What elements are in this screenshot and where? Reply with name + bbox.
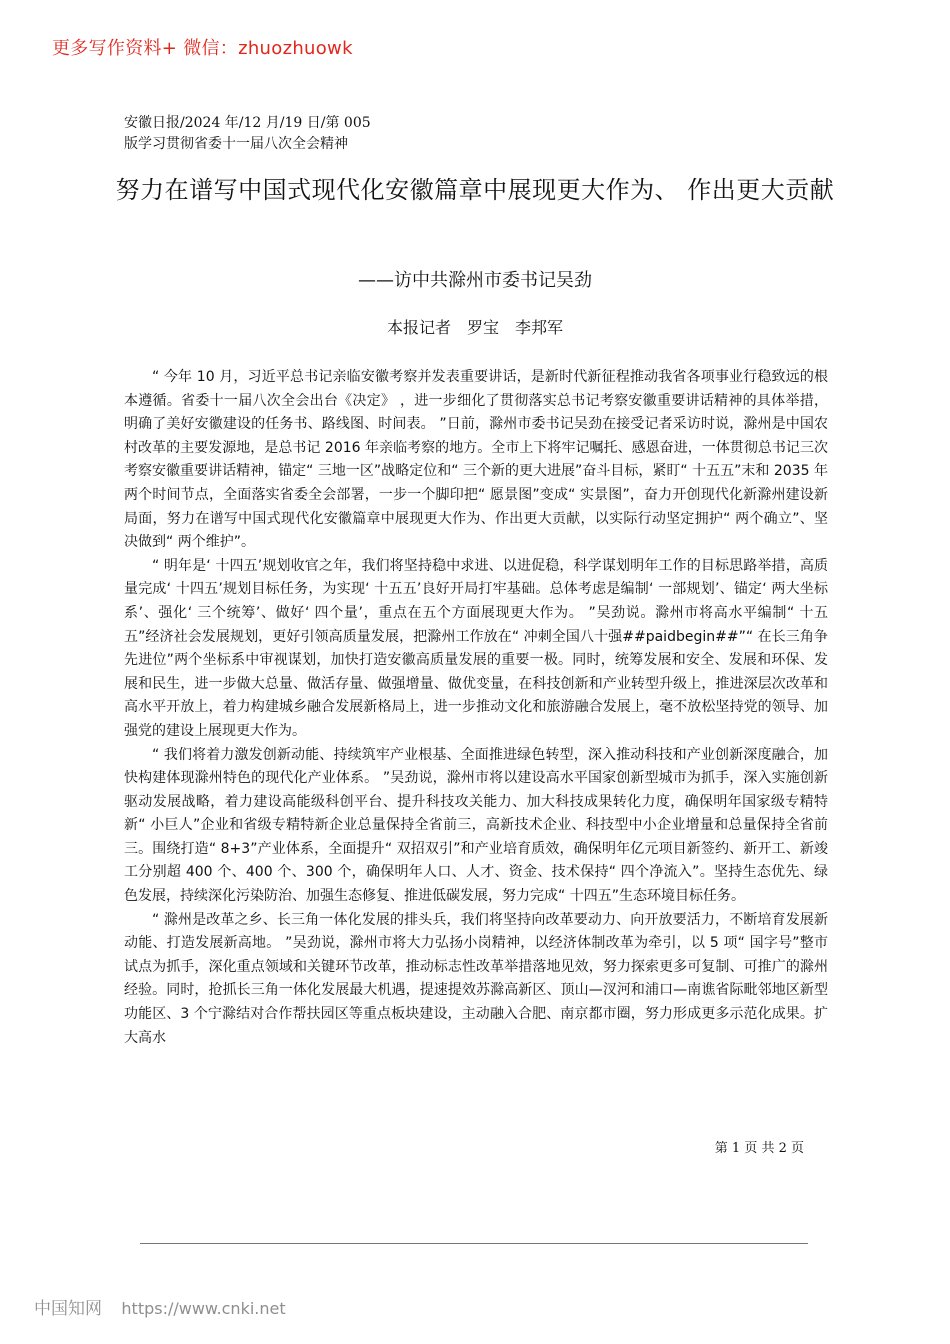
source-info — [124, 113, 824, 155]
page-indicator: 第 1 页 共 2 页 — [714, 1141, 804, 1156]
article-title: 努力在谱写中国式现代化安徽篇章中展现更大作为、 作出更大贡献 — [115, 176, 835, 204]
footer-divider — [140, 1243, 808, 1244]
article-body — [124, 366, 828, 1050]
source-line-1: 安徽日报/2024 年/12 月/19 日/第 005 — [124, 115, 371, 131]
paragraph: “ 我们将着力激发创新动能、持续筑牢产业根基、全面推进绿色转型，深入推动科技和产业创新深度融合，加快构建体现滁州特色的现代化产业体系。 ”吴劲说，滁州市将以建设高水平国家创新型城市为抓手，深入实施创新驱动发展战略，着力建设高能级科创平台、提升科技攻关能力、加大科技成果转化力度，确保明年国家级专精特新“ 小巨人”企业和省级专精特新企业总量保持全省前三，高新技术企业、科技型中小企业增量和总量保持全省前三。围绕打造“ 8+3”产业体系，全面提升“ 双招双引”和产业培育质效，确保明年亿元项目新签约、新开工、新竣工分别超 400 个、400 个、300 个，确保明年人口、人才、资金、技术保持“ 四个净流入”。坚持生态优先、绿色发展，持续深化污染防治、加强生态修复、推进低碳发展，努力完成“ 十四五”生态环境目标任务。 — [124, 746, 828, 905]
footer-brand: 中国知网 — [34, 1299, 102, 1319]
footer-url[interactable]: https://www.cnki.net — [121, 1299, 286, 1318]
article-subtitle: ——访中共滁州市委书记吴劲 — [358, 270, 592, 291]
footer-watermark — [34, 1294, 286, 1319]
source-line-2: 版学习贯彻省委十一届八次全会精神 — [124, 136, 348, 152]
paragraph: “ 今年 10 月，习近平总书记亲临安徽考察并发表重要讲话，是新时代新征程推动我省各项事业行稳致远的根本遵循。省委十一届八次全会出台《决定》 ，进一步细化了贯彻落实总书记考察安徽重要讲话精神的具体举措，明确了美好安徽建设的任务书、路线图、时间表。 ”日前，滁州市委书记吴劲在接受记者采访时说，滁州是中国农村改革的主要发源地，是总书记 2016 年亲临考察的地方。全市上下将牢记嘱托、感恩奋进，一体贯彻总书记三次考察安徽重要讲话精神，锚定“ 三地一区”战略定位和“ 三个新的更大进展”奋斗目标，紧盯“ 十五五”末和 2035 年两个时间节点，全面落实省委全会部署，一步一个脚印把“ 愿景图”变成“ 实景图”，奋力开创现代化新滁州建设新局面，努力在谱写中国式现代化安徽篇章中展现更大作为、作出更大贡献，以实际行动坚定拥护“ 两个确立”、坚决做到“ 两个维护”。 — [124, 369, 828, 551]
paragraph: “ 滁州是改革之乡、长三角一体化发展的排头兵，我们将坚持向改革要动力、向开放要活力，不断培育发展新动能、打造发展新高地。 ”吴劲说，滁州市将大力弘扬小岗精神，以经济体制改革为牵引，以 5 项“ 国字号”整市试点为抓手，深化重点领域和关键环节改革，推动标志性改革举措落地见效，努力探索更多可复制、可推广的滁州经验。同时，抢抓长三角一体化发展最大机遇，提速提效苏滁高新区、顶山—汊河和浦口—南谯省际毗邻地区新型功能区、3 个宁滁结对合作帮扶园区等重点板块建设，主动融入合肥、南京都市圈，努力形成更多示范化成果。扩大高水 — [124, 911, 828, 1046]
paragraph: “ 明年是‘ 十四五’规划收官之年，我们将坚持稳中求进、以进促稳，科学谋划明年工作的目标思路举措，高质量完成‘ 十四五’规划目标任务，为实现‘ 十五五’良好开局打牢基础。总体考虑是编制‘ 一部规划’、锚定‘ 两大坐标系’、强化‘ 三个统筹’、做好‘ 四个量’，重点在五个方面展现更大作为。 ”吴劲说。滁州市将高水平编制“ 十五五”经济社会发展规划，更好引领高质量发展，把滁州工作放在“ 冲刺全国八十强##paidbegin##”“ 在长三角争先进位”两个坐标系中审视谋划，加快打造安徽高质量发展的重要一极。同时，统筹发展和安全、发展和环保、发展和民生，进一步做大总量、做活存量、做强增量、做优变量，在科技创新和产业转型升级上，推进深层次改革和高水平开放上，着力构建城乡融合发展新格局上，进一步推动文化和旅游融合发展上，毫不放松坚持党的领导、加强党的建设上展现更大作为。 — [124, 557, 828, 739]
article-byline: 本报记者 罗宝 李邦军 — [386, 318, 563, 337]
promo-banner: 更多写作资料+ 微信：zhuozhuowk — [52, 38, 353, 59]
